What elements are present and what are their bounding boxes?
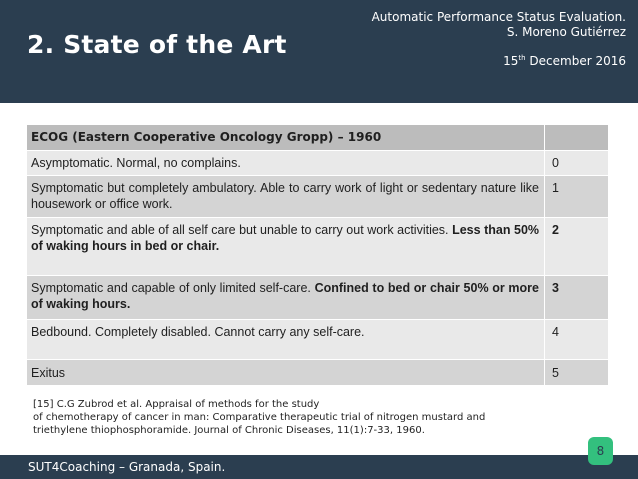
row-description: Exitus: [27, 360, 545, 386]
date-day: 15: [503, 54, 519, 68]
presentation-meta: [372, 10, 626, 69]
date-suffix: th: [518, 54, 526, 62]
row-score: 0: [545, 151, 609, 176]
footer-text: SUT4Coaching – Granada, Spain.: [28, 460, 226, 474]
date-rest: December 2016: [525, 54, 626, 68]
slide-title: 2. State of the Art: [27, 30, 287, 59]
table-header-score: [545, 125, 609, 151]
reference-line: of chemotherapy of cancer in man: Comparative therapeutic trial of nitrogen mustard and: [33, 412, 486, 423]
reference-line: triethylene thiophosphoramide. Journal of Chronic Diseases, 11(1):7-33, 1960.: [33, 425, 425, 436]
presentation-date: [372, 54, 626, 69]
reference-line: [15] C.G Zubrod et al. Appraisal of methods for the study: [33, 399, 320, 410]
table-row: [27, 320, 609, 360]
row-description: Symptomatic and capable of only limited self-care. Confined to bed or chair 50% or more of waking hours.: [27, 276, 545, 320]
table-header-row: [27, 125, 609, 151]
row-score: 2: [545, 218, 609, 276]
presentation-subtitle: Automatic Performance Status Evaluation.: [371, 10, 626, 24]
row-score: 1: [545, 176, 609, 218]
slide-header: [0, 0, 638, 103]
row-description: Symptomatic and able of all self care but unable to carry out work activities. Less than 50% of waking hours in bed or chair.: [27, 218, 545, 276]
table-row: [27, 276, 609, 320]
table-header-label: ECOG (Eastern Cooperative Oncology Gropp) – 1960: [27, 125, 545, 151]
row-score: 3: [545, 276, 609, 320]
ecog-table: [26, 124, 609, 386]
table-row: [27, 176, 609, 218]
row-score: 4: [545, 320, 609, 360]
presentation-author: S. Moreno Gutiérrez: [506, 25, 626, 39]
slide-footer: [0, 455, 638, 479]
page-number-badge: 8: [588, 437, 613, 465]
row-description: Asymptomatic. Normal, no complains.: [27, 151, 545, 176]
table-row: [27, 218, 609, 276]
row-description: Symptomatic but completely ambulatory. Able to carry work of light or sedentary nature like housework or office work.: [27, 176, 545, 218]
table-row: [27, 360, 609, 386]
table-row: [27, 151, 609, 176]
row-score: 5: [545, 360, 609, 386]
row-description: Bedbound. Completely disabled. Cannot carry any self-care.: [27, 320, 545, 360]
reference-citation: [33, 398, 553, 437]
